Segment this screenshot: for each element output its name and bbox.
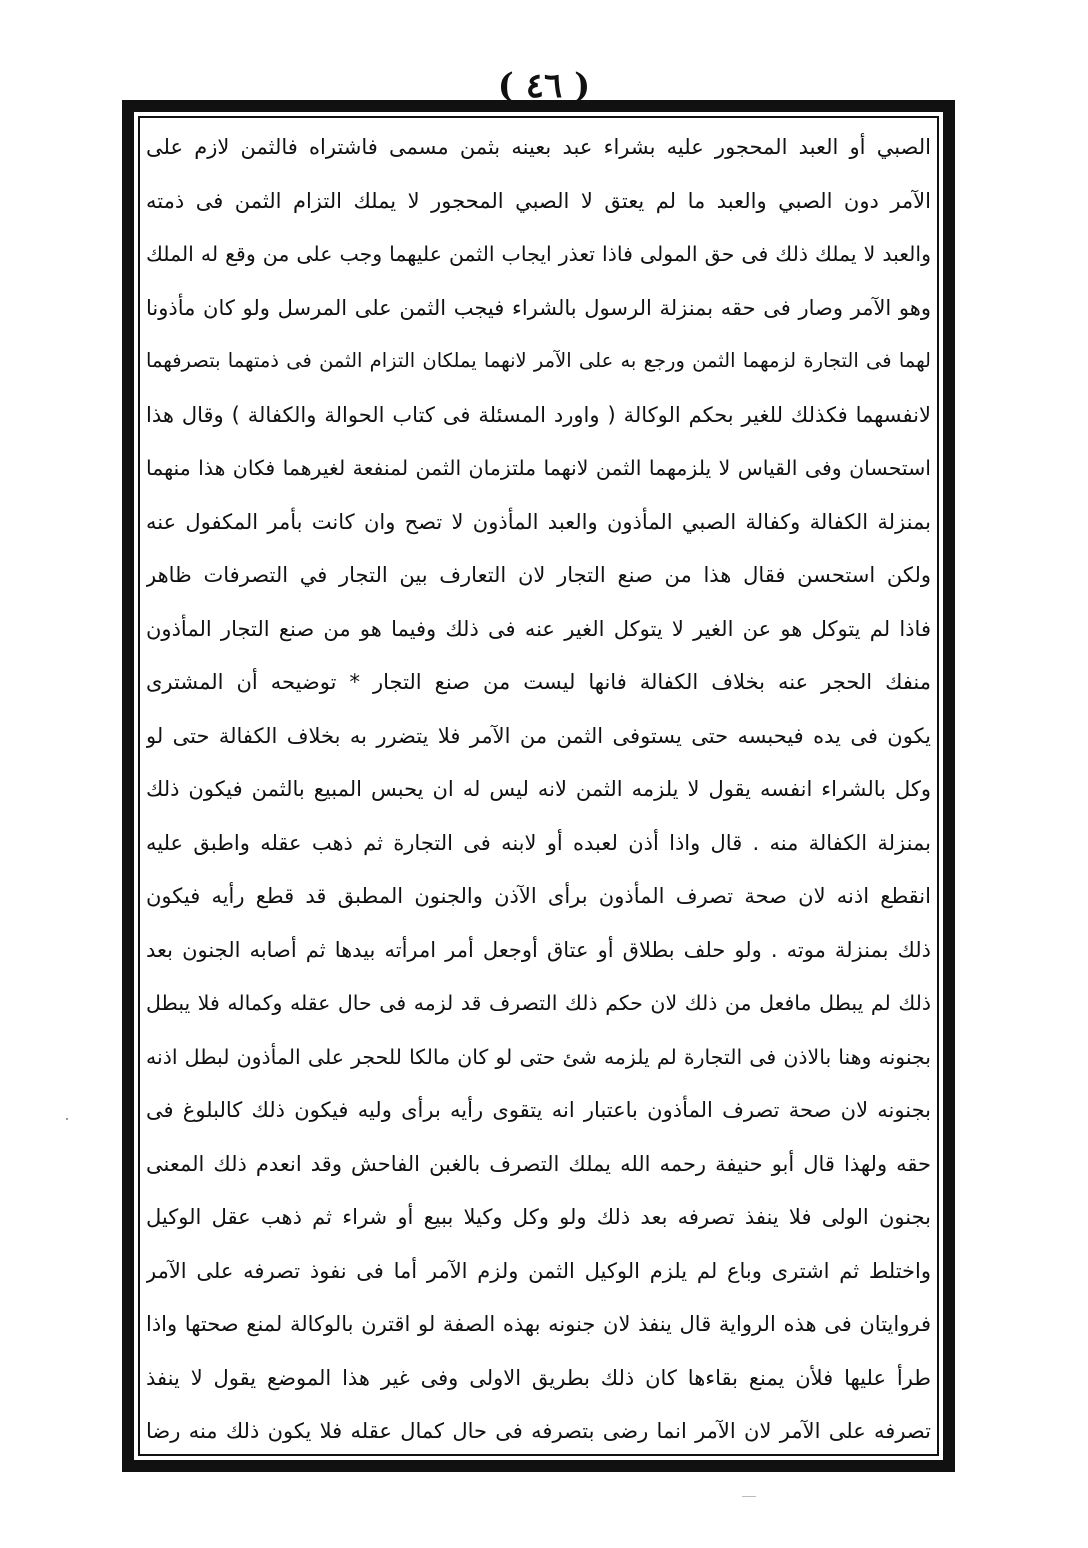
- scan-speck: [66, 1118, 68, 1120]
- text-line: وكل بالشراء انفسه يقول لا يلزمه الثمن لانه ليس له ان يحبس المبيع بالثمن فيكون ذلك: [146, 777, 931, 801]
- text-line: لهما فى التجارة لزمهما الثمن ورجع به على الآمر لانهما يملكان التزام الثمن فى ذمتهما بتصرفهما: [146, 349, 931, 372]
- text-line: وهو الآمر وصار فى حقه بمنزلة الرسول بالشراء فيجب الثمن على المرسل ولو كان مأذونا: [146, 295, 931, 320]
- text-line: ذلك لم يبطل مافعل من ذلك لان حكم ذلك التصرف قد لزمه فى حال عقله وكماله فلا يبطل: [146, 991, 931, 1015]
- text-line: الآمر دون الصبي والعبد ما لم يعتق لا الصبي المحجور لا يملك التزام الثمن فى ذمته: [146, 188, 931, 213]
- text-line: يكون فى يده فيحبسه حتى يستوفى الثمن من الآمر فلا يتضرر به بخلاف الكفالة حتى لو: [146, 723, 931, 748]
- text-line: والعبد لا يملك ذلك فى حق المولى فاذا تعذر ايجاب الثمن عليهما وجب على من وقع له الملك: [146, 242, 931, 266]
- text-line: بجنونه لان صحة تصرف المأذون باعتبار انه يتقوى رأيه برأى وليه فيكون ذلك كالبلوغ فى: [146, 1098, 931, 1122]
- text-line: منفك الحجر عنه بخلاف الكفالة فانها ليست من صنع التجار * توضيحه أن المشترى: [146, 670, 931, 694]
- text-line: فروايتان فى هذه الرواية قال ينفذ لان جنونه بهذه الصفة لو اقترن بالوكالة لمنع صحتها واذا: [146, 1312, 931, 1336]
- text-line: لانفسهما فكذلك للغير بحكم الوكالة ( واورد المسئلة فى كتاب الحوالة والكفالة ) وقال هذا: [146, 402, 931, 427]
- text-line: انقطع اذنه لان صحة تصرف المأذون برأى الآذن والجنون المطبق قد قطع رأيه فيكون: [146, 884, 931, 908]
- text-line: ولكن استحسن فقال هذا من صنع التجار لان التعارف بين التجار في التصرفات ظاهر: [146, 563, 931, 587]
- body-text: [146, 132, 931, 1446]
- text-line: ذلك بمنزلة موته . ولو حلف بطلاق أو عتاق أوجعل أمر امرأته بيدها ثم أصابه الجنون بعد: [146, 937, 931, 962]
- text-line: حقه ولهذا قال أبو حنيفة رحمه الله يملك التصرف بالغبن الفاحش وقد انعدم ذلك المعنى: [146, 1151, 931, 1176]
- text-line: استحسان وفى القياس لا يلزمهما الثمن لانهما ملتزمان الثمن لمنفعة لغيرهما فكان هذا منهما: [146, 456, 931, 480]
- page-border-inner: [138, 116, 939, 1456]
- text-line: بجنونه وهنا بالاذن فى التجارة لم يلزمه شئ حتى لو كان مالكا للحجر على المأذون لبطل اذنه: [146, 1044, 931, 1069]
- text-line: تصرفه على الآمر لان الآمر انما رضى بتصرفه فى حال كمال عقله فلا يكون ذلك منه رضا: [146, 1419, 931, 1443]
- text-line: فاذا لم يتوكل هو عن الغير لا يتوكل الغير عنه فى ذلك وفيما هو من صنع التجار المأذون: [146, 616, 931, 641]
- text-line: الصبي أو العبد المحجور عليه بشراء عبد بعينه بثمن مسمى فاشتراه فالثمن لازم على: [146, 135, 931, 159]
- text-line: بمنزلة الكفالة وكفالة الصبي المأذون والعبد المأذون لا تصح وان كانت بأمر المكفول عنه: [146, 509, 931, 534]
- scan-speck: [742, 1496, 756, 1497]
- text-line: واختلط ثم اشترى وباع لم يلزم الوكيل الثمن ولزم الآمر أما فى نفوذ تصرفه على الآمر: [146, 1258, 931, 1283]
- text-line: بجنون الولى فلا ينفذ تصرفه بعد ذلك ولو وكل وكيلا ببيع أو شراء ثم ذهب عقل الوكيل: [146, 1205, 931, 1229]
- text-line: بمنزلة الكفالة منه . قال واذا أذن لعبده أو لابنه فى التجارة ثم ذهب عقله واطبق عليه: [146, 830, 931, 855]
- page-number: ( ٤٦ ): [497, 66, 591, 106]
- page-border-frame: [122, 100, 955, 1472]
- text-line: طرأ عليها فلأن يمنع بقاءها كان ذلك بطريق الاولى وفى غير هذا الموضع يقول لا ينفذ: [146, 1365, 931, 1390]
